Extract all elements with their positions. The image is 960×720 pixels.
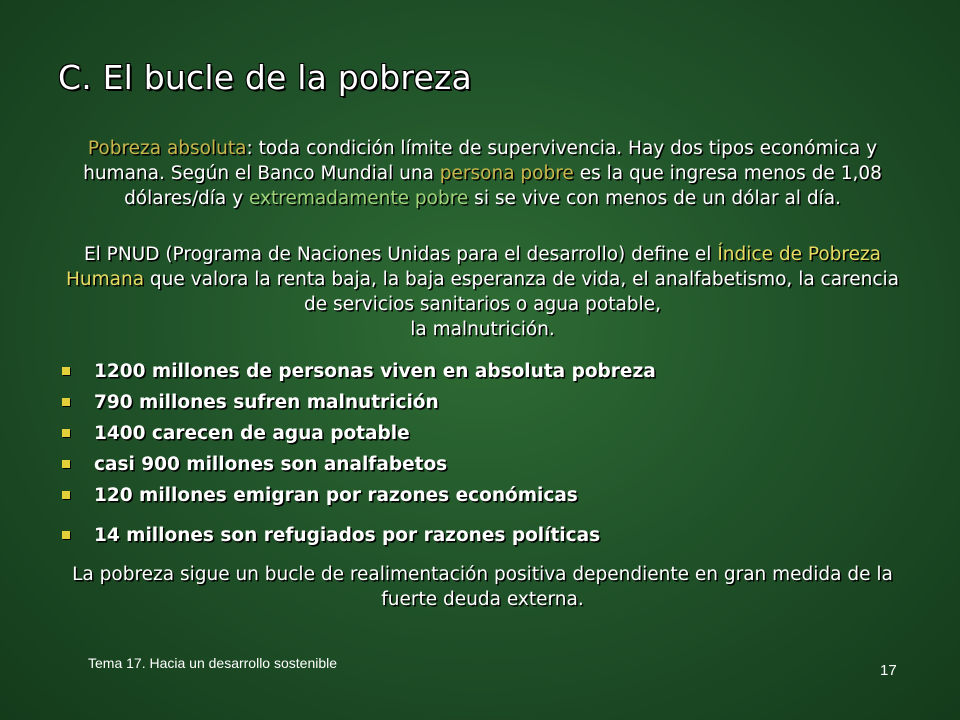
paragraph2-text-c: la malnutrición. [410,319,555,340]
square-bullet-icon [62,367,70,375]
list-item [60,451,920,482]
term-poor-person: persona pobre [439,163,574,184]
list-item [60,420,920,451]
page-number: 17 [880,662,897,679]
list-item-text: 120 millones emigran por razones económicas [94,485,578,506]
paragraph2-text-b: que valora la renta baja, la baja esperanza de vida, el analfabetismo, la carencia de servicios sanitarios o agua potable, [144,269,900,315]
slide-title: C. El bucle de la pobreza [58,58,472,97]
square-bullet-icon [62,491,70,499]
list-item-text: 14 millones son refugiados por razones políticas [94,525,601,546]
square-bullet-icon [62,429,70,437]
list-item-text: 1200 millones de personas viven en absoluta pobreza [94,361,656,382]
term-absolute-poverty: Pobreza absoluta [87,138,247,159]
statistics-list [60,358,920,553]
paragraph-pnud [60,242,905,342]
square-bullet-icon [62,531,70,539]
square-bullet-icon [62,398,70,406]
paragraph1-text-a: : toda condición límite de supervivencia. Hay dos tipos económica y humana. Según el Banco Mundial una [83,138,878,184]
list-item [60,389,920,420]
list-item [60,522,920,553]
paragraph-conclusion: La pobreza sigue un bucle de realimentación positiva dependiente en gran medida de la fuerte deuda externa. [72,564,893,610]
list-item-text: casi 900 millones son analfabetos [94,454,448,475]
list-item [60,482,920,513]
paragraph1-text-b: es la que ingresa menos de 1,08 dólares/día y [124,163,882,209]
footer-text: Tema 17. Hacia un desarrollo sostenible [88,655,338,671]
paragraph-absolute-poverty [60,136,905,211]
term-human-poverty-index: Índice de Pobreza Humana [65,244,882,290]
square-bullet-icon [62,460,70,468]
paragraph2-text-a: El PNUD (Programa de Naciones Unidas para el desarrollo) define el [83,244,718,265]
term-extremely-poor: extremadamente pobre [248,188,469,209]
list-item-text: 790 millones sufren malnutrición [94,392,439,413]
paragraph1-text-c: si se vive con menos de un dólar al día. [468,188,841,209]
list-item-text: 1400 carecen de agua potable [94,423,410,444]
list-item [60,358,920,389]
